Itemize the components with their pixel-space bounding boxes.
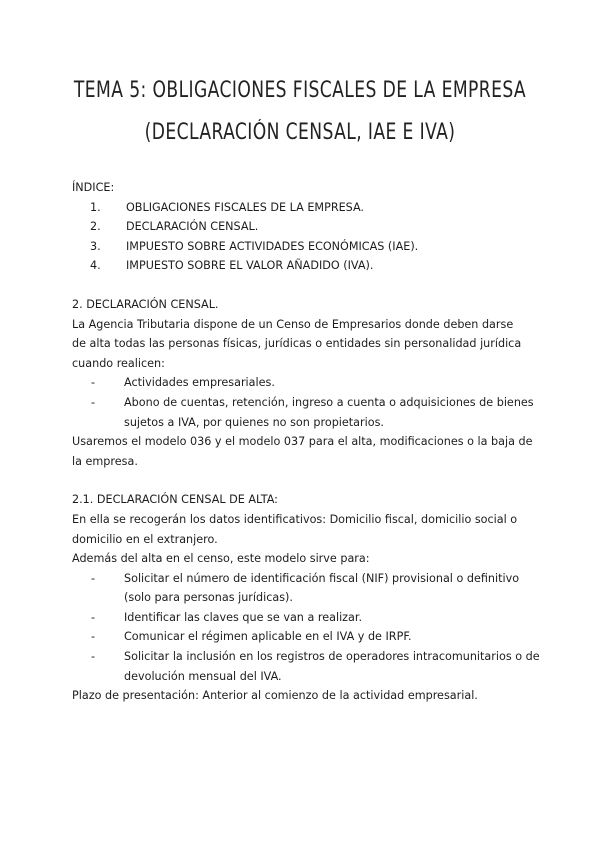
index-heading: ÍNDICE: bbox=[72, 181, 115, 194]
bullet-text: Actividades empresariales. bbox=[124, 376, 275, 390]
title-line-1: TEMA 5: OBLIGACIONES FISCALES DE LA EMPRESA bbox=[73, 78, 527, 103]
bullet-text: Abono de cuentas, retención, ingreso a cuenta o adquisiciones de bienes bbox=[124, 395, 534, 409]
bullet-item bbox=[88, 393, 542, 432]
index-item bbox=[72, 217, 542, 237]
section-2-1-heading: 2.1. DECLARACIÓN CENSAL DE ALTA: bbox=[72, 493, 278, 507]
bullet-text: (solo para personas jurídicas). bbox=[124, 591, 293, 605]
dash-bullet: - bbox=[91, 395, 96, 409]
index-item-text: IMPUESTO SOBRE EL VALOR AÑADIDO (IVA). bbox=[126, 259, 374, 273]
paragraph-line: La Agencia Tributaria dispone de un Censo de Empresarios donde deben darse bbox=[72, 317, 514, 331]
paragraph-line: domicilio en el extranjero. bbox=[72, 532, 218, 546]
index-list bbox=[72, 198, 542, 276]
paragraph-line: cuando realicen: bbox=[72, 356, 165, 370]
bullet-text: Identificar las claves que se van a realizar. bbox=[124, 610, 363, 624]
index-item-number: 3. bbox=[90, 239, 101, 253]
bullet-text: devolución mensual del IVA. bbox=[124, 669, 282, 683]
title-line-2: (DECLARACIÓN CENSAL, IAE E IVA) bbox=[144, 120, 456, 145]
dash-bullet: - bbox=[91, 650, 96, 664]
bullet-item bbox=[88, 373, 542, 393]
bullet-item bbox=[88, 627, 542, 647]
paragraph-line: la empresa. bbox=[72, 454, 138, 468]
bullet-item bbox=[88, 569, 542, 608]
dash-bullet: - bbox=[91, 571, 96, 585]
paragraph-line: Además del alta en el censo, este modelo sirve para: bbox=[72, 552, 370, 566]
index-item-text: IMPUESTO SOBRE ACTIVIDADES ECONÓMICAS (IAE). bbox=[126, 239, 419, 253]
paragraph-line: En ella se recogerán los datos identificativos: Domicilio fiscal, domicilio social o bbox=[72, 512, 518, 526]
index-item-text: OBLIGACIONES FISCALES DE LA EMPRESA. bbox=[126, 200, 364, 214]
paragraph-line: Usaremos el modelo 036 y el modelo 037 para el alta, modificaciones o la baja de bbox=[72, 435, 533, 449]
bullet-item bbox=[88, 608, 542, 628]
bullet-text: Solicitar la inclusión en los registros de operadores intracomunitarios o de bbox=[124, 650, 540, 664]
index-item bbox=[72, 256, 542, 276]
dash-bullet: - bbox=[91, 610, 96, 624]
section-2-bullet-list bbox=[72, 373, 542, 432]
index-item-number: 2. bbox=[90, 220, 101, 234]
bullet-item bbox=[88, 647, 542, 686]
index-item-number: 4. bbox=[90, 259, 101, 273]
index-item bbox=[72, 198, 542, 218]
dash-bullet: - bbox=[91, 630, 96, 644]
index-item-text: DECLARACIÓN CENSAL. bbox=[126, 220, 259, 234]
paragraph-line: de alta todas las personas físicas, jurídicas o entidades sin personalidad jurídica bbox=[72, 337, 522, 351]
bullet-text: Comunicar el régimen aplicable en el IVA y de IRPF. bbox=[124, 630, 412, 644]
section-2-1-bullet-list bbox=[72, 569, 542, 687]
section-2-heading: 2. DECLARACIÓN CENSAL. bbox=[72, 297, 219, 311]
bullet-text: Solicitar el número de identificación fiscal (NIF) provisional o definitivo bbox=[124, 571, 520, 585]
bullet-text: sujetos a IVA, por quienes no son propietarios. bbox=[124, 415, 384, 429]
index-item-number: 1. bbox=[90, 200, 101, 214]
index-item bbox=[72, 237, 542, 257]
document-body bbox=[72, 178, 542, 706]
dash-bullet: - bbox=[91, 376, 96, 390]
paragraph-line: Plazo de presentación: Anterior al comienzo de la actividad empresarial. bbox=[72, 689, 478, 703]
